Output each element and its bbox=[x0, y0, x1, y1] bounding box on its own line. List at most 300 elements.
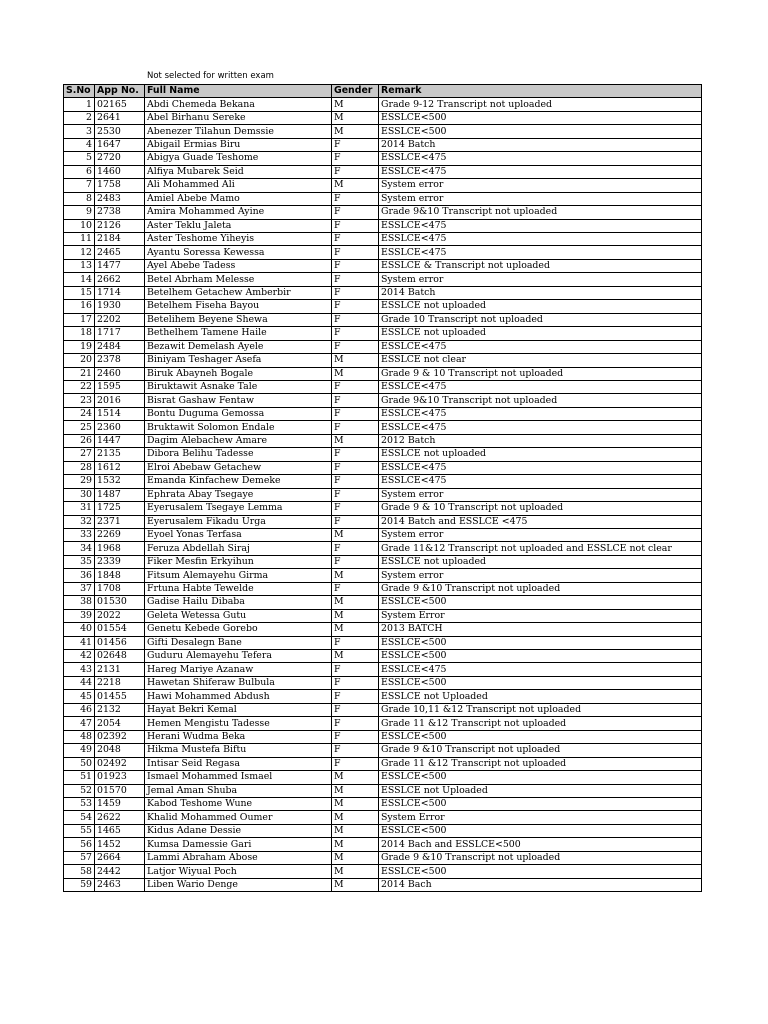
cell-sno: 48 bbox=[64, 730, 95, 743]
cell-app-no: 2371 bbox=[95, 515, 145, 528]
cell-gender: M bbox=[332, 824, 379, 837]
cell-full-name: Dagim Alebachew Amare bbox=[145, 434, 332, 447]
cell-sno: 56 bbox=[64, 838, 95, 851]
cell-remark: ESSLCE<500 bbox=[379, 636, 702, 649]
cell-sno: 32 bbox=[64, 515, 95, 528]
cell-sno: 5 bbox=[64, 152, 95, 165]
cell-gender: F bbox=[332, 246, 379, 259]
cell-remark: Grade 9 & 10 Transcript not uploaded bbox=[379, 367, 702, 380]
cell-gender: F bbox=[332, 744, 379, 757]
table-row bbox=[64, 125, 702, 138]
cell-remark: Grade 11 &12 Transcript not uploaded bbox=[379, 757, 702, 770]
table-row bbox=[64, 165, 702, 178]
table-row bbox=[64, 851, 702, 864]
cell-full-name: Jemal Aman Shuba bbox=[145, 784, 332, 797]
cell-full-name: Betel Abrham Melesse bbox=[145, 273, 332, 286]
cell-app-no: 1465 bbox=[95, 824, 145, 837]
cell-remark: 2013 BATCH bbox=[379, 623, 702, 636]
cell-sno: 46 bbox=[64, 703, 95, 716]
cell-full-name: Alfiya Mubarek Seid bbox=[145, 165, 332, 178]
cell-remark: 2014 Batch bbox=[379, 138, 702, 151]
table-row bbox=[64, 488, 702, 501]
table-row bbox=[64, 407, 702, 420]
cell-app-no: 2339 bbox=[95, 555, 145, 568]
cell-full-name: Kidus Adane Dessie bbox=[145, 824, 332, 837]
cell-remark: ESSLCE not uploaded bbox=[379, 555, 702, 568]
cell-full-name: Hikma Mustefa Biftu bbox=[145, 744, 332, 757]
cell-app-no: 2218 bbox=[95, 676, 145, 689]
cell-app-no: 2016 bbox=[95, 394, 145, 407]
cell-app-no: 2622 bbox=[95, 811, 145, 824]
table-row bbox=[64, 650, 702, 663]
cell-sno: 9 bbox=[64, 206, 95, 219]
cell-remark: ESSLCE<500 bbox=[379, 596, 702, 609]
cell-gender: F bbox=[332, 542, 379, 555]
cell-app-no: 2022 bbox=[95, 609, 145, 622]
table-row bbox=[64, 111, 702, 124]
cell-gender: F bbox=[332, 690, 379, 703]
cell-remark: 2014 Batch bbox=[379, 286, 702, 299]
cell-full-name: Betelhem Getachew Amberbir bbox=[145, 286, 332, 299]
table-row bbox=[64, 434, 702, 447]
cell-gender: F bbox=[332, 394, 379, 407]
cell-app-no: 01570 bbox=[95, 784, 145, 797]
cell-sno: 38 bbox=[64, 596, 95, 609]
cell-full-name: Ephrata Abay Tsegaye bbox=[145, 488, 332, 501]
table-row bbox=[64, 569, 702, 582]
cell-full-name: Elroi Abebaw Getachew bbox=[145, 461, 332, 474]
cell-sno: 54 bbox=[64, 811, 95, 824]
table-row bbox=[64, 515, 702, 528]
cell-remark: ESSLCE<500 bbox=[379, 798, 702, 811]
cell-full-name: Eyerusalem Tsegaye Lemma bbox=[145, 502, 332, 515]
cell-remark: ESSLCE<475 bbox=[379, 380, 702, 393]
cell-gender: F bbox=[332, 636, 379, 649]
cell-app-no: 1459 bbox=[95, 798, 145, 811]
table-row bbox=[64, 367, 702, 380]
cell-app-no: 1714 bbox=[95, 286, 145, 299]
cell-app-no: 1447 bbox=[95, 434, 145, 447]
cell-remark: ESSLCE not uploaded bbox=[379, 327, 702, 340]
cell-full-name: Hareg Mariye Azanaw bbox=[145, 663, 332, 676]
table-row bbox=[64, 676, 702, 689]
cell-app-no: 1930 bbox=[95, 300, 145, 313]
cell-remark: ESSLCE<500 bbox=[379, 125, 702, 138]
cell-sno: 31 bbox=[64, 502, 95, 515]
cell-gender: M bbox=[332, 125, 379, 138]
cell-sno: 24 bbox=[64, 407, 95, 420]
cell-sno: 10 bbox=[64, 219, 95, 232]
cell-full-name: Kumsa Damessie Gari bbox=[145, 838, 332, 851]
table-row bbox=[64, 636, 702, 649]
cell-sno: 44 bbox=[64, 676, 95, 689]
cell-remark: ESSLCE<475 bbox=[379, 461, 702, 474]
cell-remark: ESSLCE<475 bbox=[379, 407, 702, 420]
cell-full-name: Hayat Bekri Kemal bbox=[145, 703, 332, 716]
cell-gender: M bbox=[332, 623, 379, 636]
cell-gender: F bbox=[332, 152, 379, 165]
cell-full-name: Genetu Kebede Gorebo bbox=[145, 623, 332, 636]
cell-sno: 42 bbox=[64, 650, 95, 663]
table-row bbox=[64, 394, 702, 407]
cell-remark: Grade 9 &10 Transcript not uploaded bbox=[379, 851, 702, 864]
cell-gender: F bbox=[332, 461, 379, 474]
table-row bbox=[64, 273, 702, 286]
cell-sno: 41 bbox=[64, 636, 95, 649]
table-row bbox=[64, 838, 702, 851]
cell-full-name: Hawetan Shiferaw Bulbula bbox=[145, 676, 332, 689]
cell-sno: 4 bbox=[64, 138, 95, 151]
table-row bbox=[64, 259, 702, 272]
cell-app-no: 1717 bbox=[95, 327, 145, 340]
header-row bbox=[64, 85, 702, 98]
cell-app-no: 1477 bbox=[95, 259, 145, 272]
cell-full-name: Geleta Wetessa Gutu bbox=[145, 609, 332, 622]
header-gender: Gender bbox=[332, 85, 379, 98]
cell-sno: 59 bbox=[64, 878, 95, 891]
cell-sno: 26 bbox=[64, 434, 95, 447]
cell-gender: F bbox=[332, 138, 379, 151]
cell-full-name: Khalid Mohammed Oumer bbox=[145, 811, 332, 824]
cell-app-no: 1595 bbox=[95, 380, 145, 393]
table-row bbox=[64, 380, 702, 393]
cell-full-name: Abdi Chemeda Bekana bbox=[145, 98, 332, 111]
table-row bbox=[64, 542, 702, 555]
cell-app-no: 2131 bbox=[95, 663, 145, 676]
cell-remark: ESSLCE<500 bbox=[379, 865, 702, 878]
cell-remark: Grade 9 &10 Transcript not uploaded bbox=[379, 582, 702, 595]
cell-sno: 20 bbox=[64, 354, 95, 367]
cell-full-name: Amira Mohammed Ayine bbox=[145, 206, 332, 219]
cell-full-name: Abigail Ermias Biru bbox=[145, 138, 332, 151]
cell-app-no: 01455 bbox=[95, 690, 145, 703]
table-row bbox=[64, 555, 702, 568]
cell-gender: F bbox=[332, 421, 379, 434]
cell-gender: M bbox=[332, 354, 379, 367]
cell-app-no: 2126 bbox=[95, 219, 145, 232]
cell-remark: ESSLCE<500 bbox=[379, 771, 702, 784]
cell-app-no: 2738 bbox=[95, 206, 145, 219]
cell-remark: System error bbox=[379, 528, 702, 541]
cell-full-name: Fitsum Alemayehu Girma bbox=[145, 569, 332, 582]
table-row bbox=[64, 219, 702, 232]
cell-gender: F bbox=[332, 663, 379, 676]
cell-full-name: Gifti Desalegn Bane bbox=[145, 636, 332, 649]
cell-gender: F bbox=[332, 582, 379, 595]
cell-full-name: Lammi Abraham Abose bbox=[145, 851, 332, 864]
cell-gender: M bbox=[332, 367, 379, 380]
cell-app-no: 2360 bbox=[95, 421, 145, 434]
cell-gender: M bbox=[332, 851, 379, 864]
cell-app-no: 1532 bbox=[95, 475, 145, 488]
cell-app-no: 2269 bbox=[95, 528, 145, 541]
cell-app-no: 1514 bbox=[95, 407, 145, 420]
cell-app-no: 2483 bbox=[95, 192, 145, 205]
cell-sno: 8 bbox=[64, 192, 95, 205]
cell-gender: M bbox=[332, 111, 379, 124]
cell-remark: ESSLCE<475 bbox=[379, 152, 702, 165]
cell-gender: F bbox=[332, 340, 379, 353]
table-row bbox=[64, 878, 702, 891]
cell-gender: F bbox=[332, 502, 379, 515]
cell-remark: ESSLCE<500 bbox=[379, 824, 702, 837]
cell-app-no: 2442 bbox=[95, 865, 145, 878]
cell-gender: M bbox=[332, 650, 379, 663]
cell-full-name: Abigya Guade Teshome bbox=[145, 152, 332, 165]
cell-remark: Grade 9&10 Transcript not uploaded bbox=[379, 206, 702, 219]
cell-sno: 19 bbox=[64, 340, 95, 353]
cell-remark: 2014 Bach bbox=[379, 878, 702, 891]
cell-sno: 16 bbox=[64, 300, 95, 313]
cell-remark: ESSLCE<500 bbox=[379, 676, 702, 689]
cell-app-no: 2054 bbox=[95, 717, 145, 730]
table-row bbox=[64, 313, 702, 326]
cell-remark: System error bbox=[379, 192, 702, 205]
cell-full-name: Hemen Mengistu Tadesse bbox=[145, 717, 332, 730]
cell-gender: F bbox=[332, 206, 379, 219]
cell-full-name: Ismael Mohammed Ismael bbox=[145, 771, 332, 784]
cell-app-no: 2641 bbox=[95, 111, 145, 124]
cell-gender: F bbox=[332, 219, 379, 232]
cell-full-name: Biruktawit Asnake Tale bbox=[145, 380, 332, 393]
cell-remark: ESSLCE not uploaded bbox=[379, 300, 702, 313]
cell-app-no: 1452 bbox=[95, 838, 145, 851]
cell-app-no: 2202 bbox=[95, 313, 145, 326]
cell-gender: F bbox=[332, 232, 379, 245]
cell-full-name: Frtuna Habte Tewelde bbox=[145, 582, 332, 595]
cell-full-name: Emanda Kinfachew Demeke bbox=[145, 475, 332, 488]
cell-remark: Grade 10 Transcript not uploaded bbox=[379, 313, 702, 326]
cell-remark: ESSLCE not Uploaded bbox=[379, 690, 702, 703]
cell-gender: F bbox=[332, 380, 379, 393]
cell-app-no: 2132 bbox=[95, 703, 145, 716]
cell-full-name: Bontu Duguma Gemossa bbox=[145, 407, 332, 420]
cell-sno: 25 bbox=[64, 421, 95, 434]
cell-app-no: 1487 bbox=[95, 488, 145, 501]
table-row bbox=[64, 865, 702, 878]
cell-app-no: 1460 bbox=[95, 165, 145, 178]
cell-gender: F bbox=[332, 757, 379, 770]
cell-sno: 50 bbox=[64, 757, 95, 770]
cell-app-no: 2135 bbox=[95, 448, 145, 461]
cell-remark: ESSLCE & Transcript not uploaded bbox=[379, 259, 702, 272]
applicants-table bbox=[63, 84, 702, 892]
cell-remark: 2014 Batch and ESSLCE <475 bbox=[379, 515, 702, 528]
cell-gender: F bbox=[332, 515, 379, 528]
cell-full-name: Latjor Wiyual Poch bbox=[145, 865, 332, 878]
cell-remark: ESSLCE<475 bbox=[379, 475, 702, 488]
table-body bbox=[64, 98, 702, 892]
table-row bbox=[64, 811, 702, 824]
cell-gender: M bbox=[332, 838, 379, 851]
cell-remark: ESSLCE<475 bbox=[379, 165, 702, 178]
cell-app-no: 1708 bbox=[95, 582, 145, 595]
table-row bbox=[64, 179, 702, 192]
cell-app-no: 2184 bbox=[95, 232, 145, 245]
cell-app-no: 1725 bbox=[95, 502, 145, 515]
cell-full-name: Fiker Mesfin Erkyihun bbox=[145, 555, 332, 568]
cell-full-name: Eyerusalem Fikadu Urga bbox=[145, 515, 332, 528]
cell-sno: 18 bbox=[64, 327, 95, 340]
cell-remark: System Error bbox=[379, 811, 702, 824]
cell-full-name: Hawi Mohammed Abdush bbox=[145, 690, 332, 703]
cell-app-no: 1647 bbox=[95, 138, 145, 151]
cell-sno: 35 bbox=[64, 555, 95, 568]
cell-sno: 6 bbox=[64, 165, 95, 178]
cell-gender: M bbox=[332, 609, 379, 622]
cell-app-no: 01456 bbox=[95, 636, 145, 649]
table-row bbox=[64, 475, 702, 488]
cell-sno: 39 bbox=[64, 609, 95, 622]
cell-remark: System error bbox=[379, 569, 702, 582]
cell-gender: M bbox=[332, 434, 379, 447]
cell-full-name: Bethelhem Tamene Haile bbox=[145, 327, 332, 340]
cell-gender: M bbox=[332, 865, 379, 878]
cell-sno: 14 bbox=[64, 273, 95, 286]
cell-remark: Grade 9&10 Transcript not uploaded bbox=[379, 394, 702, 407]
table-row bbox=[64, 206, 702, 219]
cell-gender: F bbox=[332, 703, 379, 716]
cell-sno: 45 bbox=[64, 690, 95, 703]
header-full-name: Full Name bbox=[145, 85, 332, 98]
table-row bbox=[64, 623, 702, 636]
cell-app-no: 01530 bbox=[95, 596, 145, 609]
cell-remark: ESSLCE<475 bbox=[379, 340, 702, 353]
cell-sno: 30 bbox=[64, 488, 95, 501]
table-row bbox=[64, 138, 702, 151]
cell-gender: F bbox=[332, 192, 379, 205]
table-row bbox=[64, 502, 702, 515]
table-row bbox=[64, 596, 702, 609]
cell-full-name: Aster Teshome Yiheyis bbox=[145, 232, 332, 245]
cell-gender: F bbox=[332, 327, 379, 340]
cell-full-name: Biruk Abayneh Bogale bbox=[145, 367, 332, 380]
table-row bbox=[64, 461, 702, 474]
cell-sno: 17 bbox=[64, 313, 95, 326]
cell-sno: 27 bbox=[64, 448, 95, 461]
table-row bbox=[64, 784, 702, 797]
cell-sno: 15 bbox=[64, 286, 95, 299]
cell-full-name: Betelhem Fiseha Bayou bbox=[145, 300, 332, 313]
cell-app-no: 2460 bbox=[95, 367, 145, 380]
cell-gender: M bbox=[332, 798, 379, 811]
cell-remark: ESSLCE<475 bbox=[379, 421, 702, 434]
cell-gender: M bbox=[332, 528, 379, 541]
cell-sno: 43 bbox=[64, 663, 95, 676]
cell-gender: M bbox=[332, 811, 379, 824]
cell-app-no: 1758 bbox=[95, 179, 145, 192]
cell-sno: 34 bbox=[64, 542, 95, 555]
cell-gender: M bbox=[332, 771, 379, 784]
cell-sno: 1 bbox=[64, 98, 95, 111]
cell-app-no: 2720 bbox=[95, 152, 145, 165]
cell-remark: ESSLCE not Uploaded bbox=[379, 784, 702, 797]
cell-full-name: Guduru Alemayehu Tefera bbox=[145, 650, 332, 663]
cell-full-name: Amiel Abebe Mamo bbox=[145, 192, 332, 205]
table-row bbox=[64, 582, 702, 595]
cell-sno: 40 bbox=[64, 623, 95, 636]
cell-sno: 23 bbox=[64, 394, 95, 407]
cell-app-no: 01554 bbox=[95, 623, 145, 636]
cell-remark: Grade 11 &12 Transcript not uploaded bbox=[379, 717, 702, 730]
cell-full-name: Gadise Hailu Dibaba bbox=[145, 596, 332, 609]
table-row bbox=[64, 192, 702, 205]
cell-full-name: Kabod Teshome Wune bbox=[145, 798, 332, 811]
cell-remark: Grade 9-12 Transcript not uploaded bbox=[379, 98, 702, 111]
cell-sno: 55 bbox=[64, 824, 95, 837]
table-row bbox=[64, 421, 702, 434]
cell-sno: 13 bbox=[64, 259, 95, 272]
cell-sno: 51 bbox=[64, 771, 95, 784]
sheet-caption: Not selected for written exam bbox=[147, 71, 274, 81]
cell-app-no: 2465 bbox=[95, 246, 145, 259]
cell-full-name: Betelihem Beyene Shewa bbox=[145, 313, 332, 326]
cell-remark: System error bbox=[379, 179, 702, 192]
cell-gender: M bbox=[332, 98, 379, 111]
table-row bbox=[64, 757, 702, 770]
cell-sno: 21 bbox=[64, 367, 95, 380]
table-row bbox=[64, 232, 702, 245]
cell-remark: ESSLCE not clear bbox=[379, 354, 702, 367]
cell-full-name: Ayantu Soressa Kewessa bbox=[145, 246, 332, 259]
cell-app-no: 02492 bbox=[95, 757, 145, 770]
cell-gender: F bbox=[332, 730, 379, 743]
cell-remark: ESSLCE<500 bbox=[379, 111, 702, 124]
cell-sno: 49 bbox=[64, 744, 95, 757]
cell-remark: Grade 11&12 Transcript not uploaded and ESSLCE not clear bbox=[379, 542, 702, 555]
cell-sno: 22 bbox=[64, 380, 95, 393]
table-row bbox=[64, 152, 702, 165]
table-row bbox=[64, 744, 702, 757]
cell-gender: M bbox=[332, 878, 379, 891]
cell-app-no: 2664 bbox=[95, 851, 145, 864]
cell-app-no: 1968 bbox=[95, 542, 145, 555]
table-row bbox=[64, 327, 702, 340]
cell-gender: F bbox=[332, 273, 379, 286]
cell-full-name: Bisrat Gashaw Fentaw bbox=[145, 394, 332, 407]
cell-sno: 57 bbox=[64, 851, 95, 864]
cell-remark: ESSLCE<500 bbox=[379, 650, 702, 663]
cell-sno: 7 bbox=[64, 179, 95, 192]
cell-gender: F bbox=[332, 300, 379, 313]
cell-gender: F bbox=[332, 676, 379, 689]
cell-remark: ESSLCE<475 bbox=[379, 663, 702, 676]
cell-app-no: 1612 bbox=[95, 461, 145, 474]
cell-remark: Grade 9 & 10 Transcript not uploaded bbox=[379, 502, 702, 515]
cell-app-no: 2530 bbox=[95, 125, 145, 138]
table-row bbox=[64, 730, 702, 743]
table-row bbox=[64, 824, 702, 837]
cell-gender: M bbox=[332, 179, 379, 192]
header-app-no: App No. bbox=[95, 85, 145, 98]
cell-full-name: Biniyam Teshager Asefa bbox=[145, 354, 332, 367]
cell-sno: 28 bbox=[64, 461, 95, 474]
table-row bbox=[64, 798, 702, 811]
cell-gender: F bbox=[332, 407, 379, 420]
cell-full-name: Bezawit Demelash Ayele bbox=[145, 340, 332, 353]
cell-gender: F bbox=[332, 448, 379, 461]
cell-gender: F bbox=[332, 313, 379, 326]
cell-remark: ESSLCE<500 bbox=[379, 730, 702, 743]
cell-gender: F bbox=[332, 475, 379, 488]
cell-sno: 36 bbox=[64, 569, 95, 582]
cell-gender: F bbox=[332, 717, 379, 730]
cell-remark: ESSLCE<475 bbox=[379, 246, 702, 259]
cell-app-no: 2048 bbox=[95, 744, 145, 757]
cell-remark: Grade 10,11 &12 Transcript not uploaded bbox=[379, 703, 702, 716]
cell-gender: F bbox=[332, 165, 379, 178]
table-row bbox=[64, 703, 702, 716]
